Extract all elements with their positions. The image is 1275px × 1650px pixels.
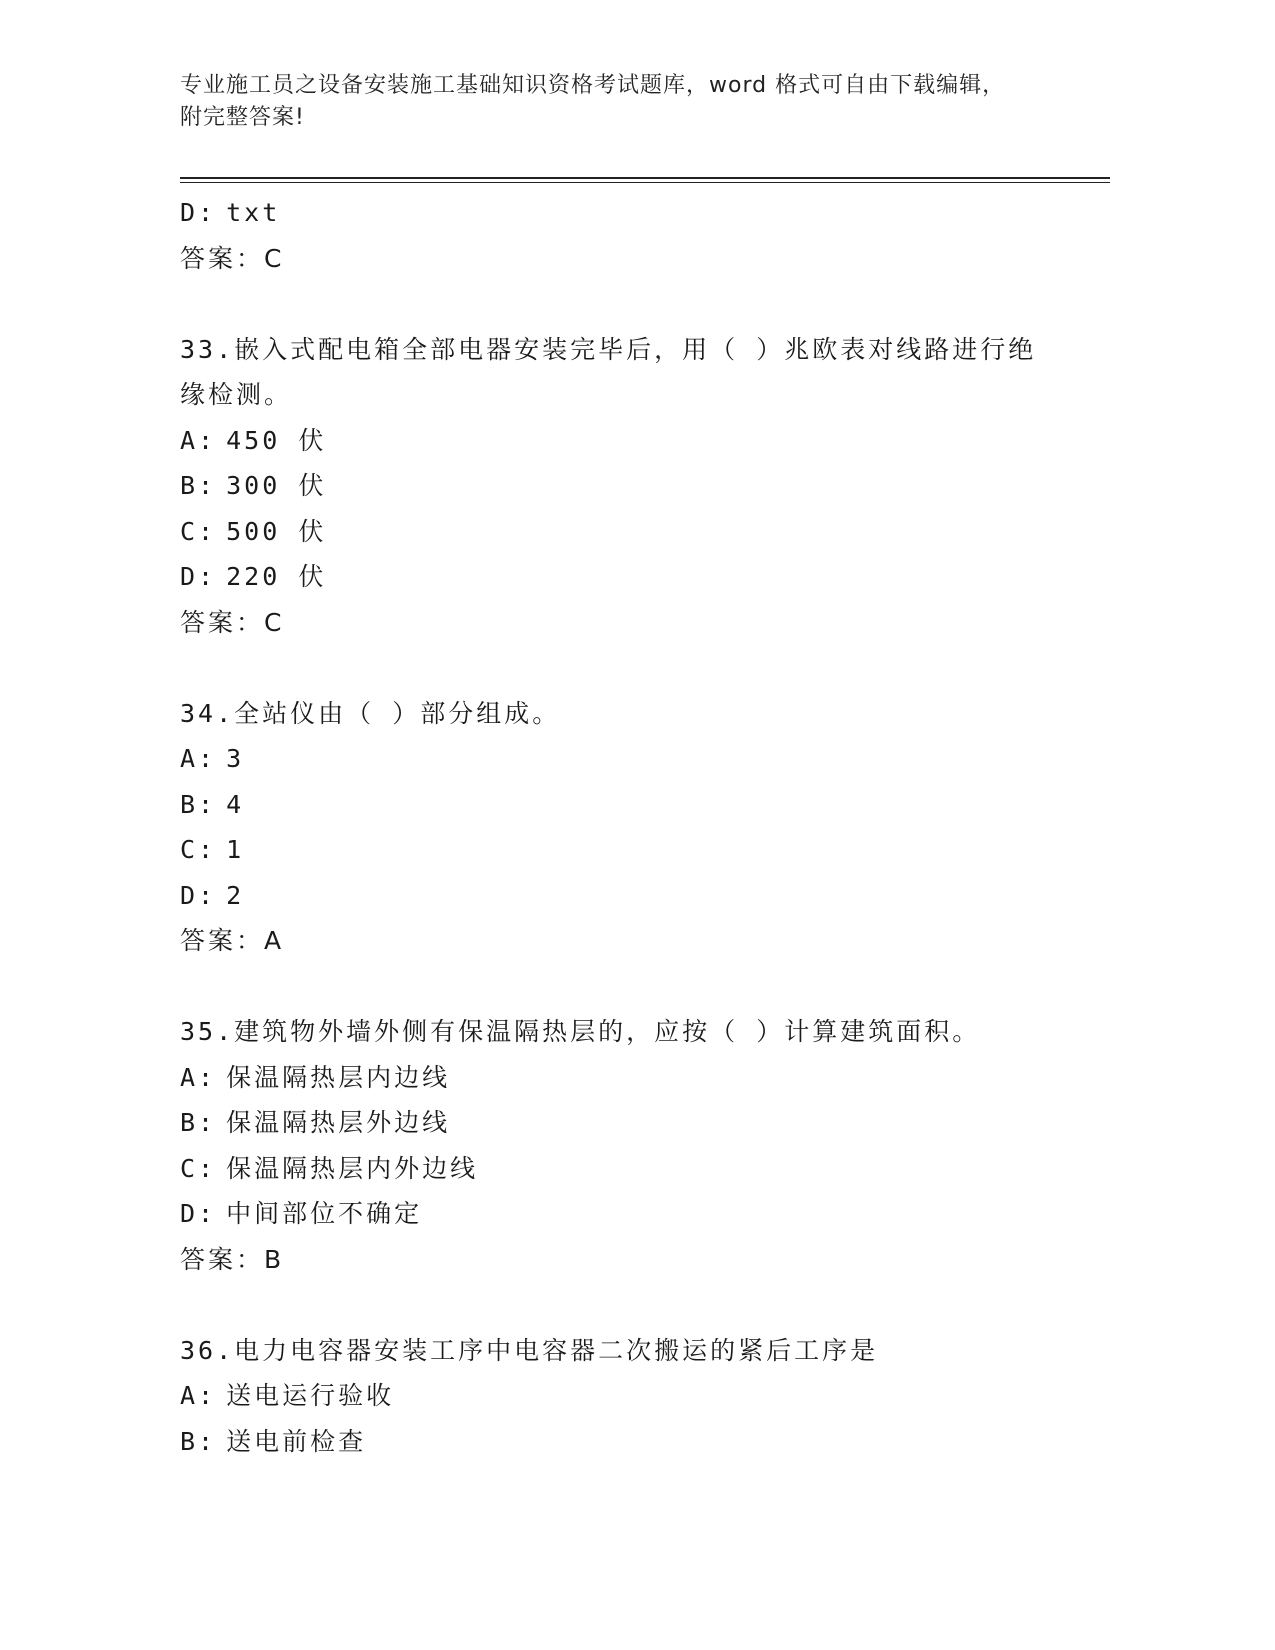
document-header [180,70,1060,134]
option-a: A: 保温隔热层内边线 [180,1062,451,1092]
question-36 [180,1328,1110,1465]
question-33 [180,327,1110,646]
header-rule-thick [180,177,1110,179]
question-stem: 33.嵌入式配电箱全部电器安装完毕后，用（ ）兆欧表对线路进行绝缘检测。 [180,334,1037,409]
option-d: D: 220 伏 [180,562,327,591]
option-b: B: 保温隔热层外边线 [180,1108,451,1137]
answer: 答案：B [180,1244,285,1274]
answer: 答案：C [180,607,285,637]
option-c: C: 保温隔热层内外边线 [180,1153,479,1183]
question-35 [180,1009,1110,1282]
question-stem: 34.全站仪由（ ）部分组成。 [180,698,561,728]
question-list [180,190,1110,1464]
option-d: D: 2 [180,880,245,910]
question-stem: 35.建筑物外墙外侧有保温隔热层的，应按（ ）计算建筑面积。 [180,1017,981,1046]
question-34 [180,691,1110,964]
option-b: B: 4 [180,789,245,819]
option-d: D: 中间部位不确定 [180,1199,423,1228]
question-stem: 36.电力电容器安装工序中电容器二次搬运的紧后工序是 [180,1335,879,1365]
option-a: A: 450 伏 [180,425,327,455]
option-a: A: 3 [180,744,245,773]
header-rule-thin [180,182,1110,183]
prev-answer: 答案：C [180,243,285,273]
answer: 答案：A [180,926,285,955]
option-c: C: 500 伏 [180,516,327,546]
option-c: C: 1 [180,835,245,864]
option-a: A: 送电运行验收 [180,1381,395,1410]
header-line-2: 附完整答案! [180,105,305,130]
prev-option-d: D: txt [180,198,281,227]
header-line-1: 专业施工员之设备安装施工基础知识资格考试题库，word 格式可自由下载编辑， [180,73,1006,98]
option-b: B: 送电前检查 [180,1426,367,1456]
option-b: B: 300 伏 [180,471,327,500]
